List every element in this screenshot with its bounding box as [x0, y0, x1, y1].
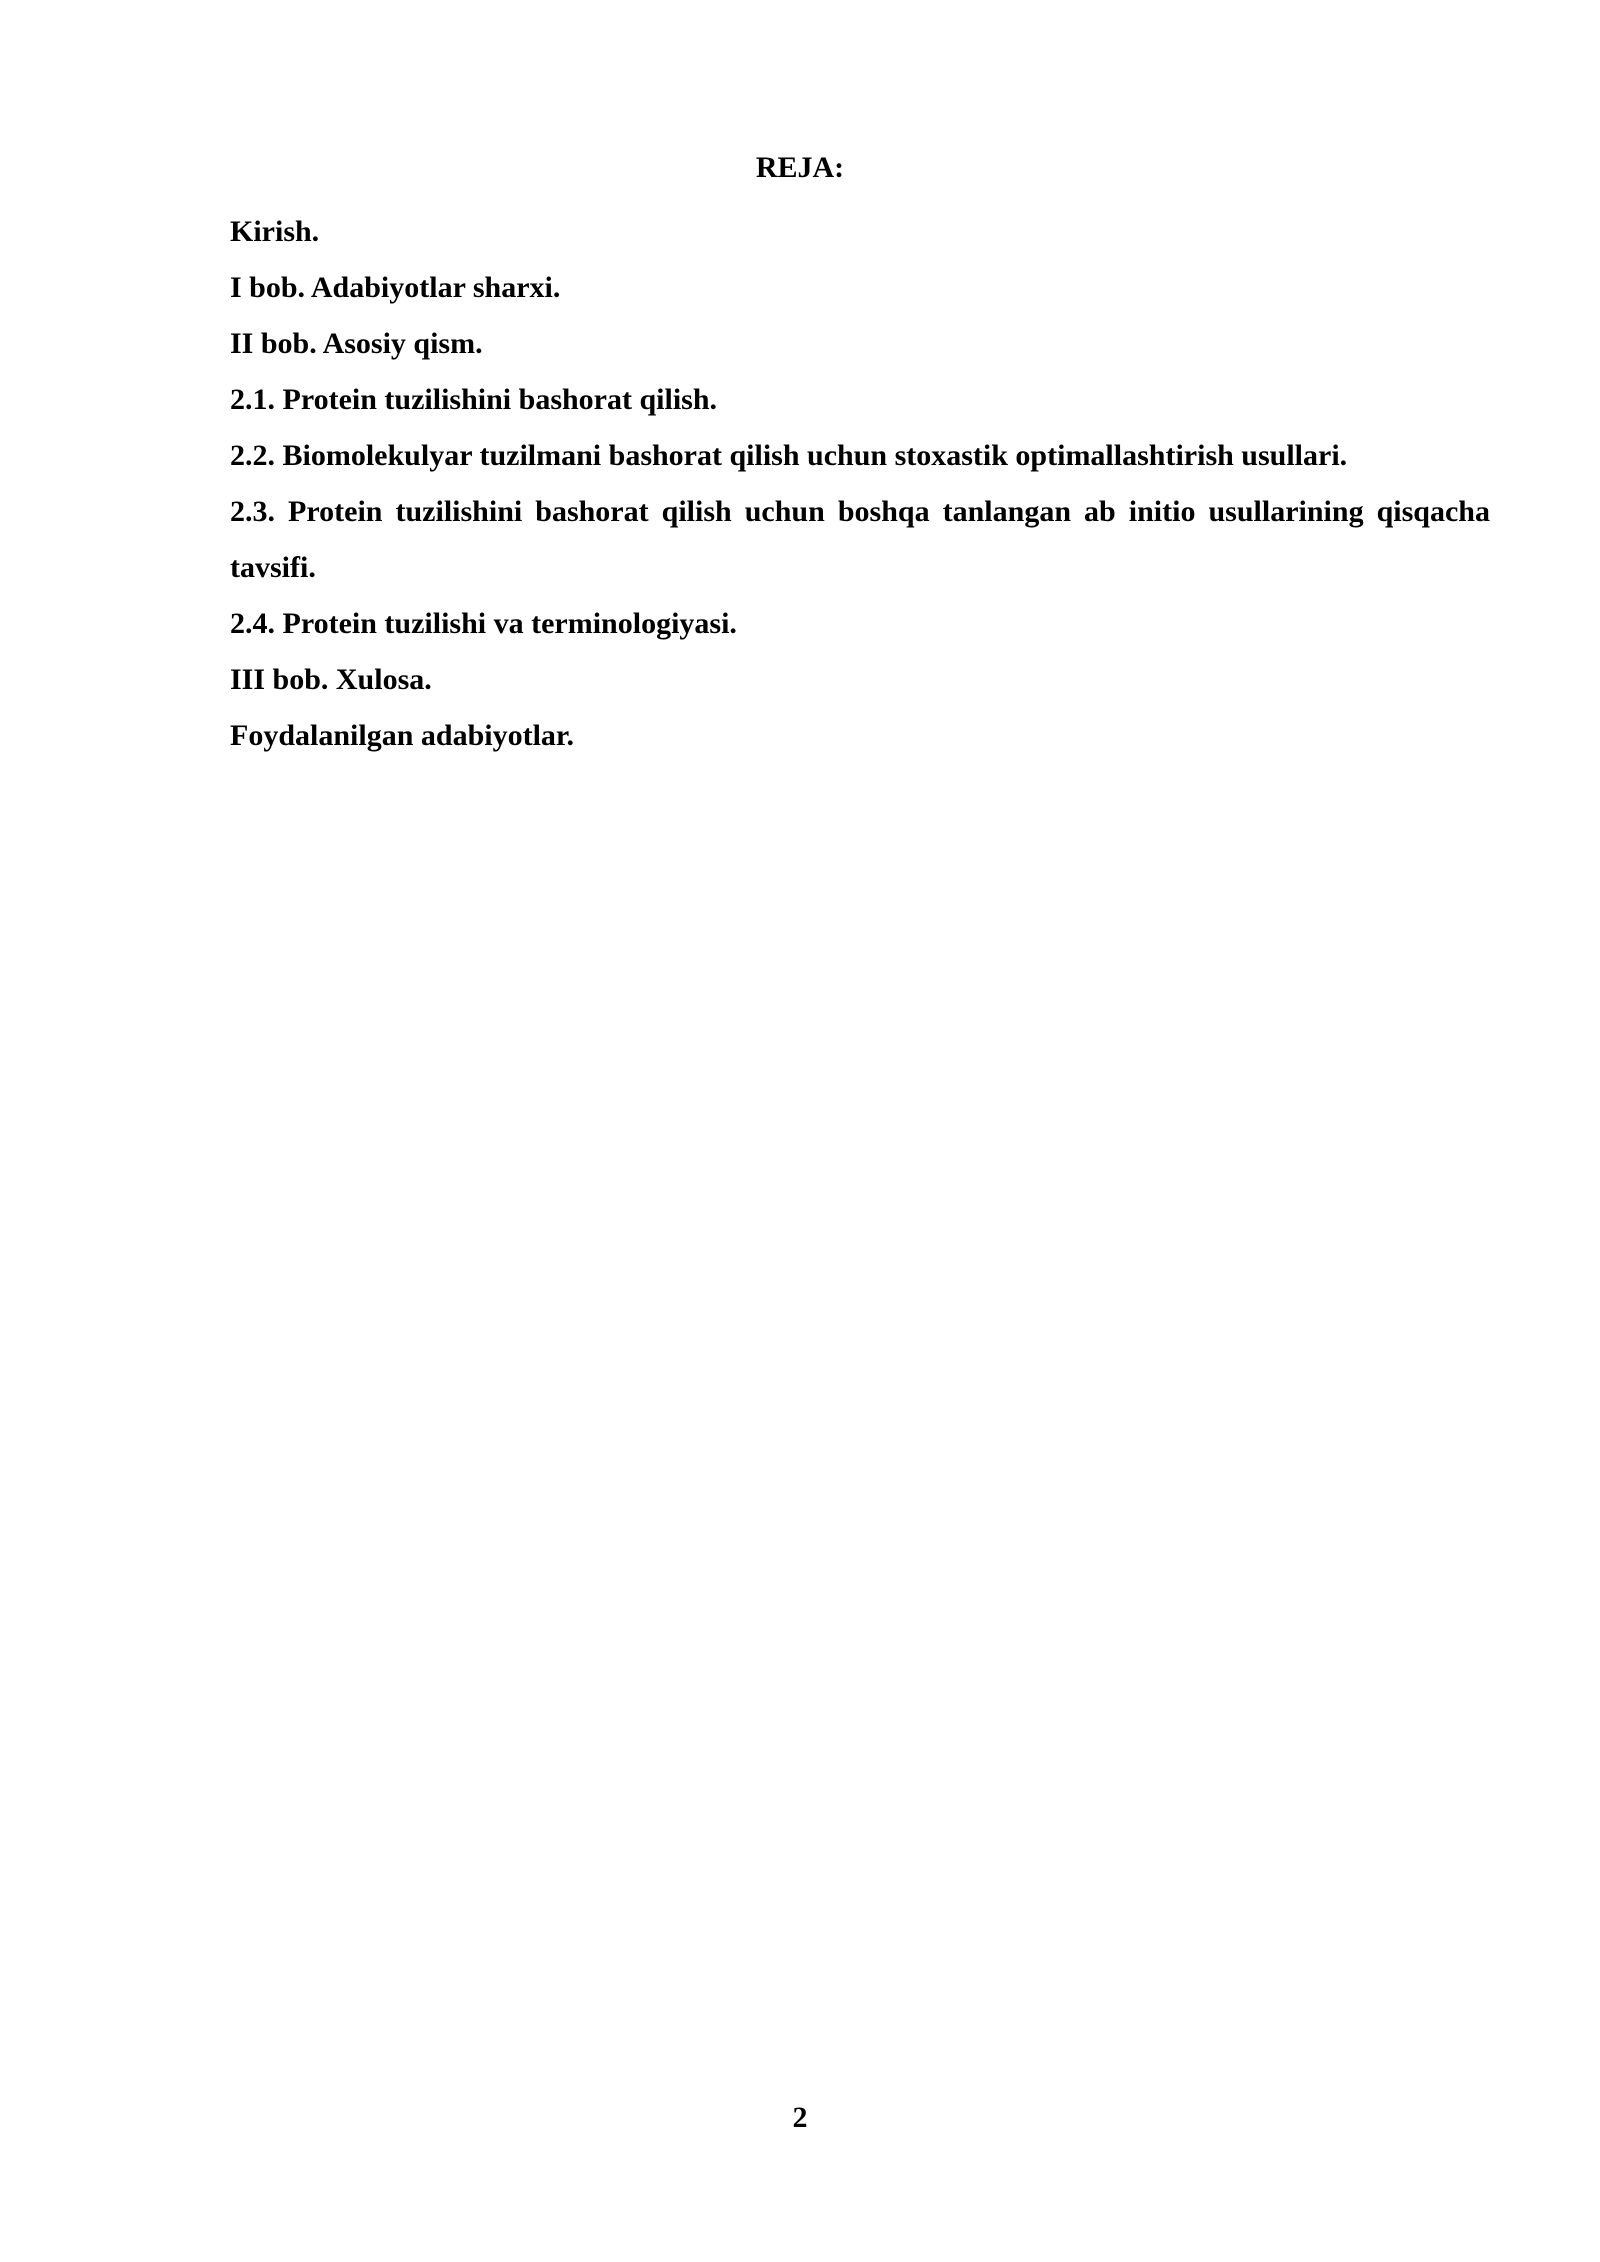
table-of-contents — [230, 204, 1490, 764]
toc-item-chapter-2: II bob. Asosiy qism. — [230, 327, 483, 360]
toc-item-references: Foydalanilgan adabiyotlar. — [230, 719, 574, 752]
toc-item-introduction: Kirish. — [230, 215, 320, 248]
toc-item-section-2-3: 2.3. Protein tuzilishini bashorat qilish uchun boshqa tanlangan ab initio usullarining qisqacha tavsifi. — [230, 495, 1490, 584]
toc-item-section-2-4: 2.4. Protein tuzilishi va terminologiyasi. — [230, 607, 737, 640]
toc-item-chapter-3: III bob. Xulosa. — [230, 663, 432, 696]
toc-item-section-2-2: 2.2. Biomolekulyar tuzilmani bashorat qilish uchun stoxastik optimallashtirish usullari. — [230, 439, 1348, 472]
page-number: 2 — [792, 2101, 808, 2134]
toc-item-section-2-1: 2.1. Protein tuzilishini bashorat qilish. — [230, 383, 718, 416]
page-title: REJA: — [755, 151, 845, 184]
toc-item-chapter-1: I bob. Adabiyotlar sharxi. — [230, 271, 561, 304]
